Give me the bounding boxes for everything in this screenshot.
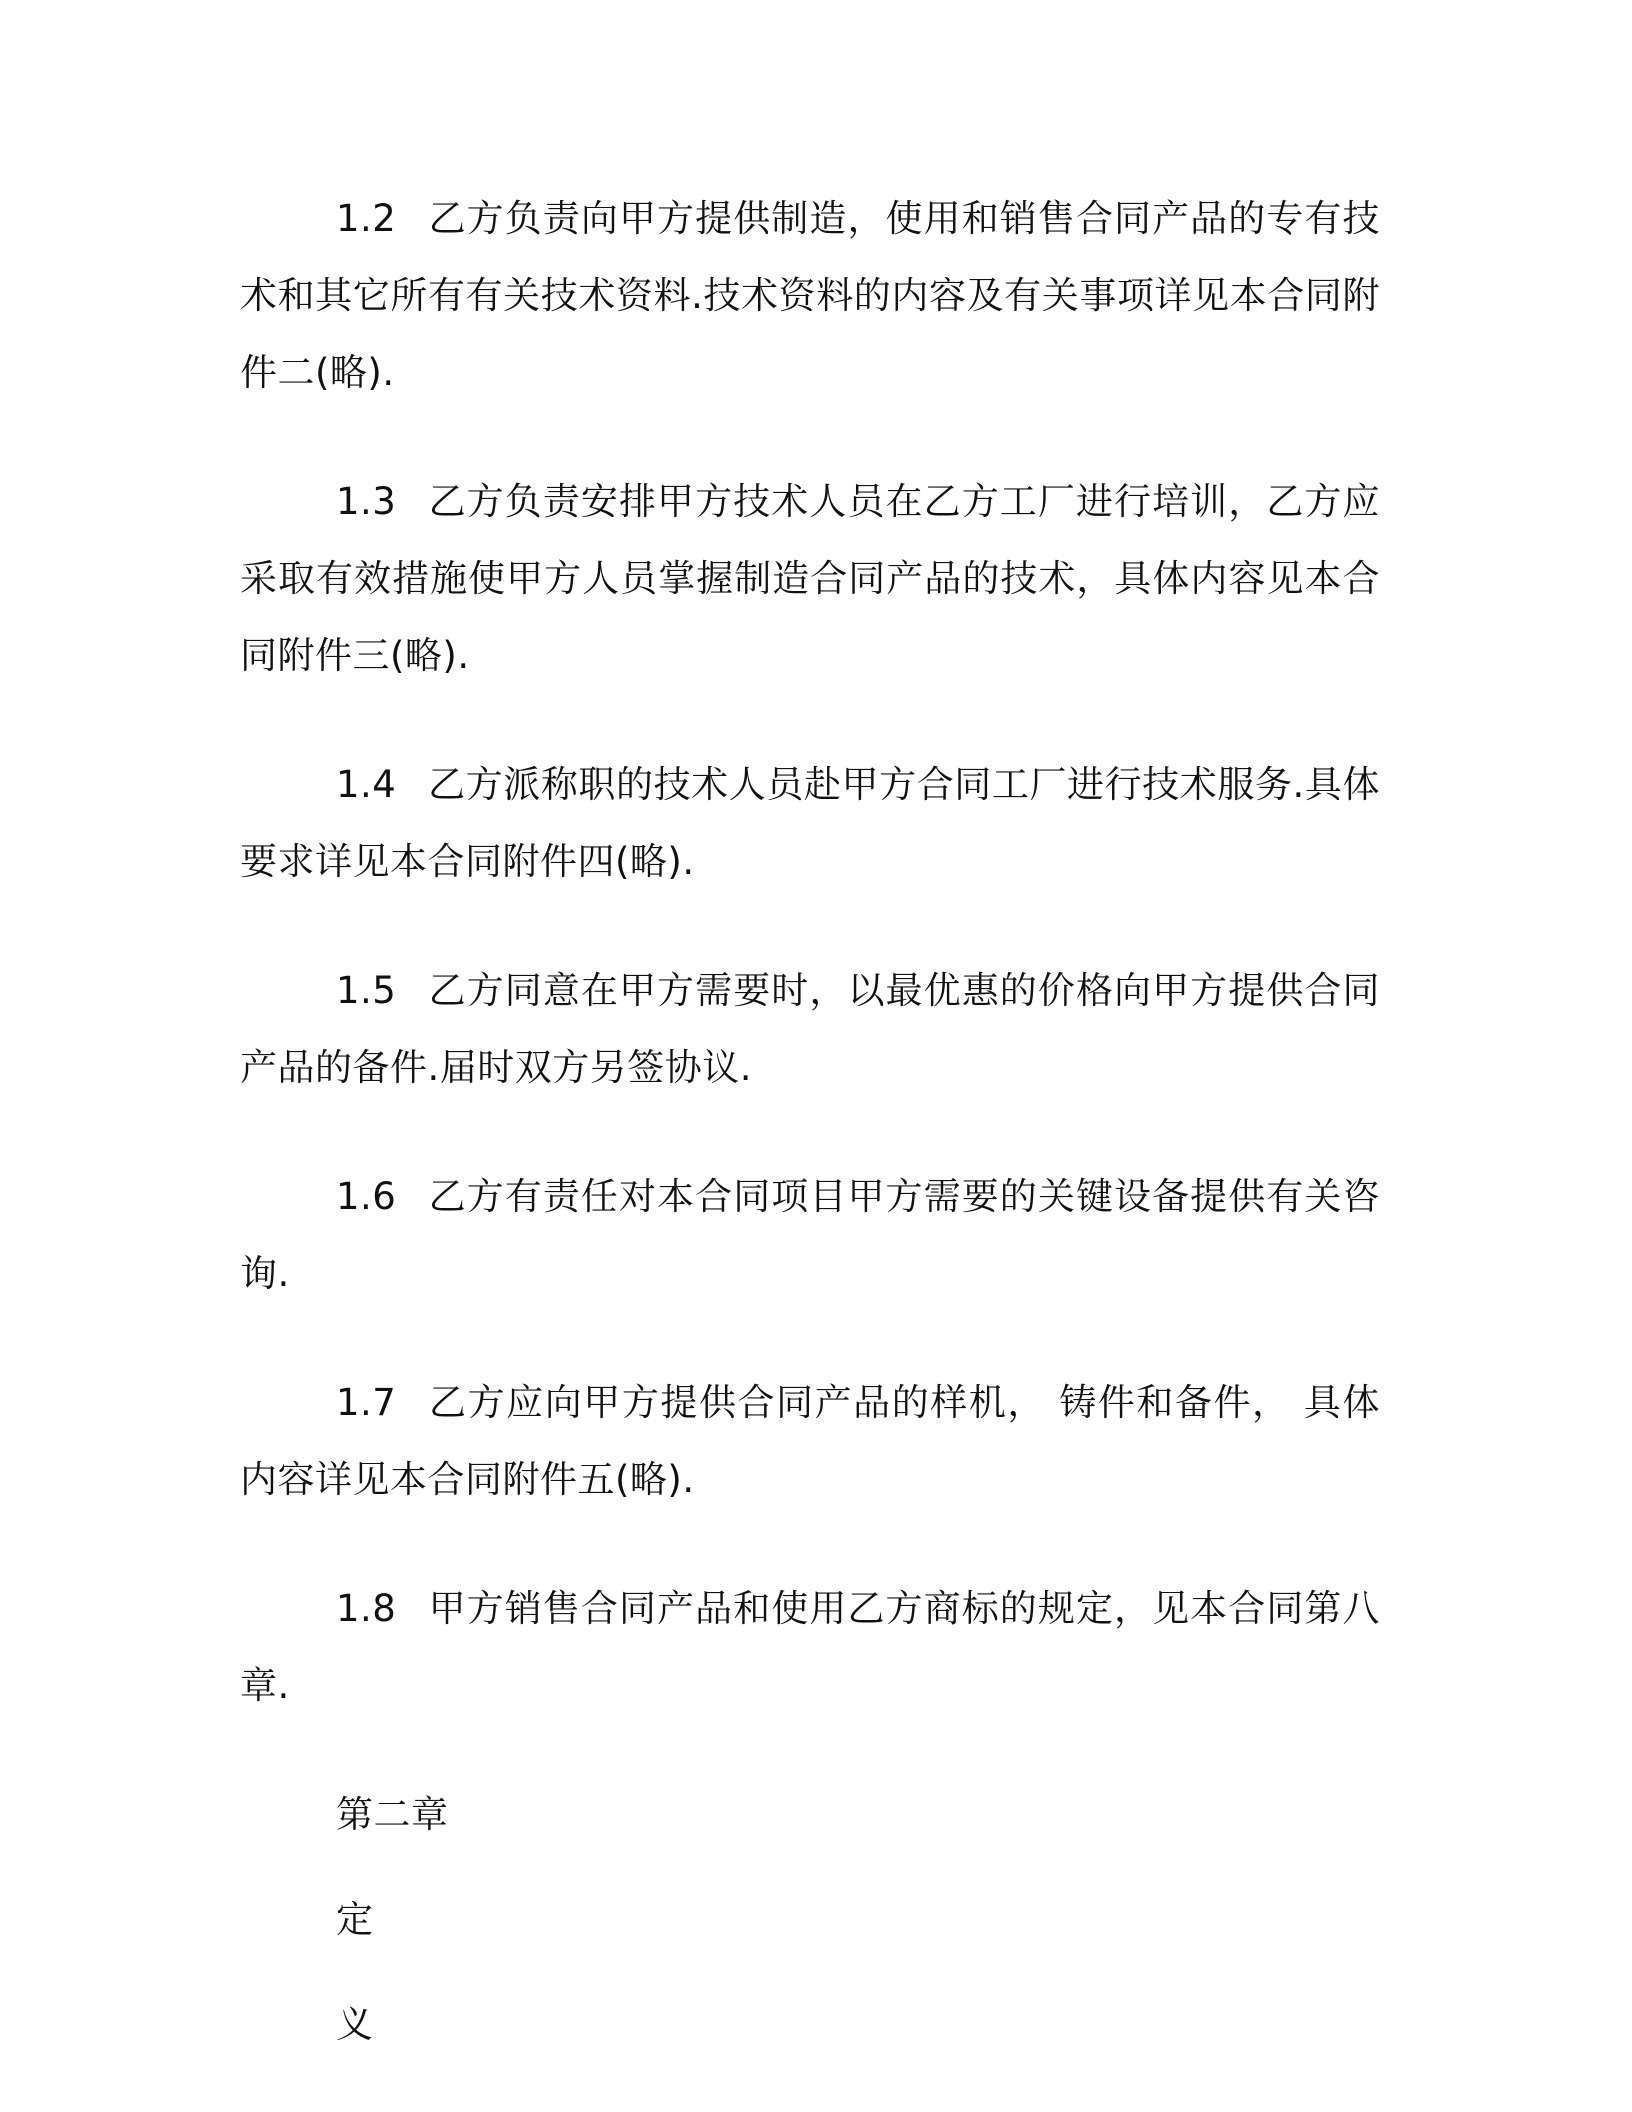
clause-number: 1.8 <box>336 1587 397 1630</box>
clause-text: 乙方负责安排甲方技术人员在乙方工厂进行培训，乙方应采取有效措施使甲方人员掌握制造合同产品的技术，具体内容见本合同附件三(略). <box>240 480 1380 677</box>
clause-1-3 <box>240 463 1380 694</box>
clause-text: 乙方同意在甲方需要时，以最优惠的价格向甲方提供合同产品的备件.届时双方另签协议. <box>240 969 1380 1089</box>
clause-1-4 <box>240 746 1380 900</box>
clause-text: 乙方负责向甲方提供制造，使用和销售合同产品的专有技术和其它所有有关技术资料.技术资料的内容及有关事项详见本合同附件二(略). <box>240 197 1380 394</box>
clause-1-5 <box>240 952 1380 1106</box>
chapter-title-line-2: 义 <box>336 2003 374 2046</box>
chapter-label: 第二章 <box>336 1793 449 1836</box>
clause-number: 1.5 <box>336 969 397 1012</box>
clause-1-6 <box>240 1158 1380 1312</box>
clause-text: 乙方应向甲方提供合同产品的样机， 铸件和备件， 具体内容详见本合同附件五(略). <box>240 1381 1380 1501</box>
clause-text: 乙方有责任对本合同项目甲方需要的关键设备提供有关咨询. <box>240 1175 1380 1295</box>
clause-number: 1.3 <box>336 480 397 523</box>
clause-text: 乙方派称职的技术人员赴甲方合同工厂进行技术服务.具体要求详见本合同附件四(略). <box>240 763 1380 883</box>
clause-1-7 <box>240 1364 1380 1518</box>
document-page <box>240 180 1380 2091</box>
chapter-title-line-1: 定 <box>336 1898 374 1941</box>
clause-number: 1.7 <box>336 1381 397 1424</box>
clause-1-2 <box>240 180 1380 411</box>
clause-number: 1.2 <box>336 197 397 240</box>
clause-number: 1.6 <box>336 1175 397 1218</box>
clause-text: 甲方销售合同产品和使用乙方商标的规定，见本合同第八章. <box>240 1587 1380 1707</box>
clause-number: 1.4 <box>336 763 397 806</box>
clause-1-8 <box>240 1570 1380 1724</box>
